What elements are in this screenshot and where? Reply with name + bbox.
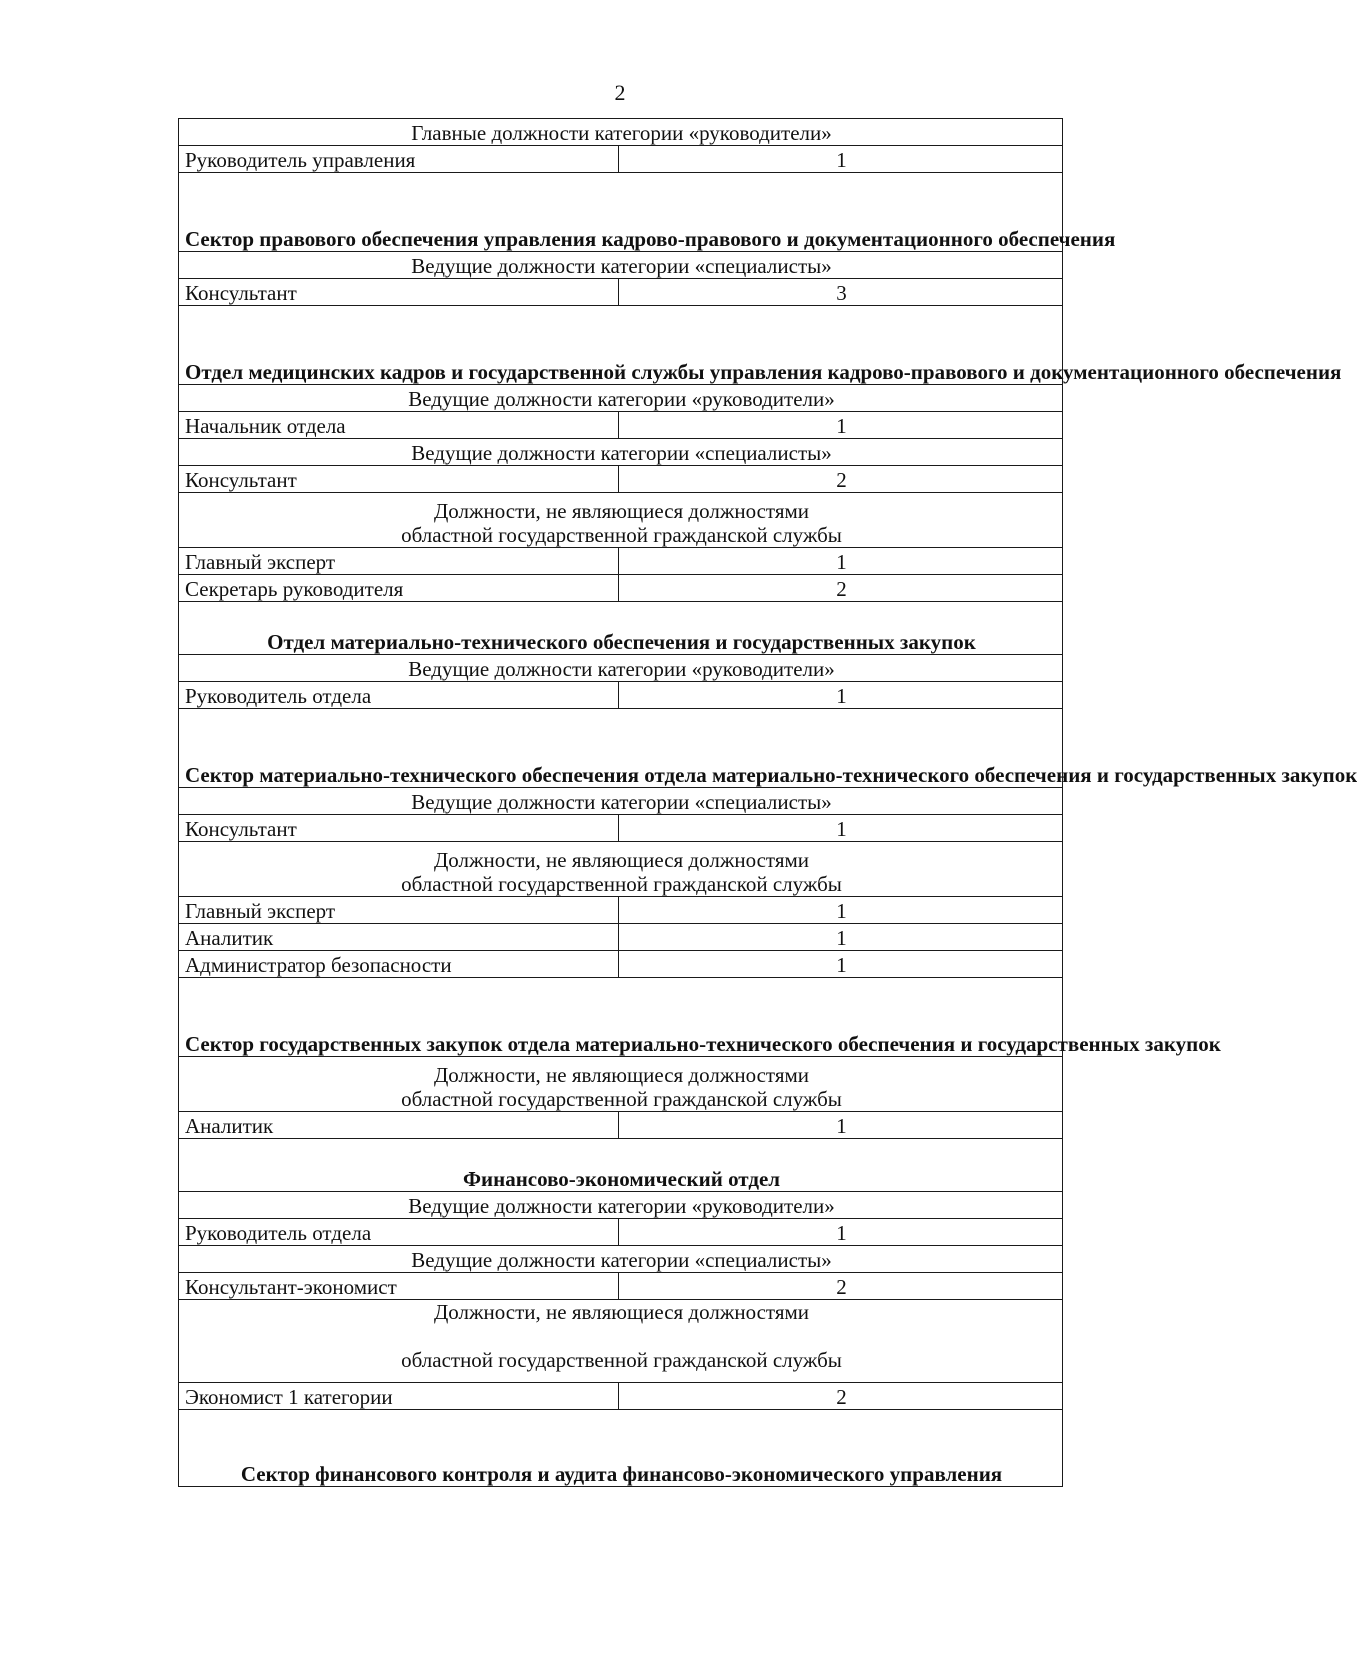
position-name: Консультант <box>179 466 619 493</box>
category-line-2: областной государственной гражданской службы <box>401 1348 842 1372</box>
category-label <box>179 842 1063 897</box>
position-name: Начальник отдела <box>179 412 619 439</box>
section-title: Сектор государственных закупок отдела материально-технического обеспечения и государственных закупок <box>179 978 1063 1057</box>
position-count: 1 <box>619 412 1063 439</box>
category-line-2: областной государственной гражданской службы <box>401 523 842 547</box>
position-row <box>179 279 1063 306</box>
category-row <box>179 439 1063 466</box>
position-name: Консультант <box>179 279 619 306</box>
section-row <box>179 978 1063 1057</box>
section-title: Сектор правового обеспечения управления кадрово-правового и документационного обеспечения <box>179 173 1063 252</box>
category-row <box>179 1246 1063 1273</box>
position-name: Руководитель управления <box>179 146 619 173</box>
category-label: Главные должности категории «руководители» <box>179 119 1063 146</box>
position-name: Руководитель отдела <box>179 1219 619 1246</box>
position-count: 1 <box>619 815 1063 842</box>
category-label: Ведущие должности категории «специалисты» <box>179 439 1063 466</box>
position-name: Главный эксперт <box>179 548 619 575</box>
page-number: 2 <box>614 80 626 105</box>
section-title: Сектор материально-технического обеспечения отдела материально-технического обеспечения и государственных закупок <box>179 709 1063 788</box>
category-row <box>179 119 1063 146</box>
position-row <box>179 1112 1063 1139</box>
category-row <box>179 655 1063 682</box>
position-count: 1 <box>619 1219 1063 1246</box>
category-row <box>179 1057 1063 1112</box>
category-label: Ведущие должности категории «специалисты» <box>179 252 1063 279</box>
position-name: Администратор безопасности <box>179 951 619 978</box>
position-name: Консультант-экономист <box>179 1273 619 1300</box>
section-title: Финансово-экономический отдел <box>179 1139 1063 1192</box>
section-title: Отдел медицинских кадров и государственной службы управления кадрово-правового и документационного обеспечения <box>179 306 1063 385</box>
position-row <box>179 1219 1063 1246</box>
position-row <box>179 897 1063 924</box>
section-row <box>179 709 1063 788</box>
category-row <box>179 385 1063 412</box>
category-line-1: Должности, не являющиеся должностями <box>433 1300 810 1324</box>
category-label: Ведущие должности категории «специалисты» <box>179 788 1063 815</box>
position-name: Секретарь руководителя <box>179 575 619 602</box>
position-count: 1 <box>619 924 1063 951</box>
position-name: Экономист 1 категории <box>179 1383 619 1410</box>
section-row <box>179 1139 1063 1192</box>
position-row <box>179 682 1063 709</box>
section-row <box>179 1410 1063 1487</box>
category-row <box>179 842 1063 897</box>
category-label <box>179 1057 1063 1112</box>
category-label: Ведущие должности категории «руководители» <box>179 655 1063 682</box>
position-count: 2 <box>619 1383 1063 1410</box>
position-name: Аналитик <box>179 1112 619 1139</box>
position-name: Главный эксперт <box>179 897 619 924</box>
category-label: Ведущие должности категории «руководители» <box>179 385 1063 412</box>
position-row <box>179 924 1063 951</box>
category-row <box>179 493 1063 548</box>
category-line-2: областной государственной гражданской службы <box>401 872 842 896</box>
category-label: Ведущие должности категории «руководители» <box>179 1192 1063 1219</box>
position-count: 1 <box>619 682 1063 709</box>
section-title: Сектор финансового контроля и аудита финансово-экономического управления <box>179 1410 1063 1487</box>
position-row <box>179 412 1063 439</box>
position-name: Аналитик <box>179 924 619 951</box>
position-count: 1 <box>619 548 1063 575</box>
position-row <box>179 466 1063 493</box>
category-line-1: Должности, не являющиеся должностями <box>433 1063 810 1087</box>
position-row <box>179 1383 1063 1410</box>
position-count: 1 <box>619 897 1063 924</box>
category-row <box>179 252 1063 279</box>
category-line-1: Должности, не являющиеся должностями <box>433 848 810 872</box>
category-label: Ведущие должности категории «специалисты» <box>179 1246 1063 1273</box>
position-row <box>179 815 1063 842</box>
position-count: 2 <box>619 466 1063 493</box>
section-row <box>179 602 1063 655</box>
position-count: 1 <box>619 1112 1063 1139</box>
category-line-2: областной государственной гражданской службы <box>401 1087 842 1111</box>
position-count: 1 <box>619 951 1063 978</box>
position-count: 2 <box>619 1273 1063 1300</box>
position-name: Руководитель отдела <box>179 682 619 709</box>
position-count: 2 <box>619 575 1063 602</box>
category-row <box>179 1300 1063 1383</box>
category-row <box>179 788 1063 815</box>
section-row <box>179 173 1063 252</box>
category-row <box>179 1192 1063 1219</box>
position-row <box>179 548 1063 575</box>
position-row <box>179 1273 1063 1300</box>
position-name: Консультант <box>179 815 619 842</box>
section-title: Отдел материально-технического обеспечения и государственных закупок <box>179 602 1063 655</box>
category-label <box>179 1300 1063 1383</box>
position-row <box>179 146 1063 173</box>
staffing-table-body <box>179 119 1357 1487</box>
position-count: 3 <box>619 279 1063 306</box>
position-count: 1 <box>619 146 1063 173</box>
position-row <box>179 951 1063 978</box>
staffing-table <box>178 118 1357 1487</box>
category-label <box>179 493 1063 548</box>
position-row <box>179 575 1063 602</box>
section-row <box>179 306 1063 385</box>
category-line-1: Должности, не являющиеся должностями <box>433 499 810 523</box>
